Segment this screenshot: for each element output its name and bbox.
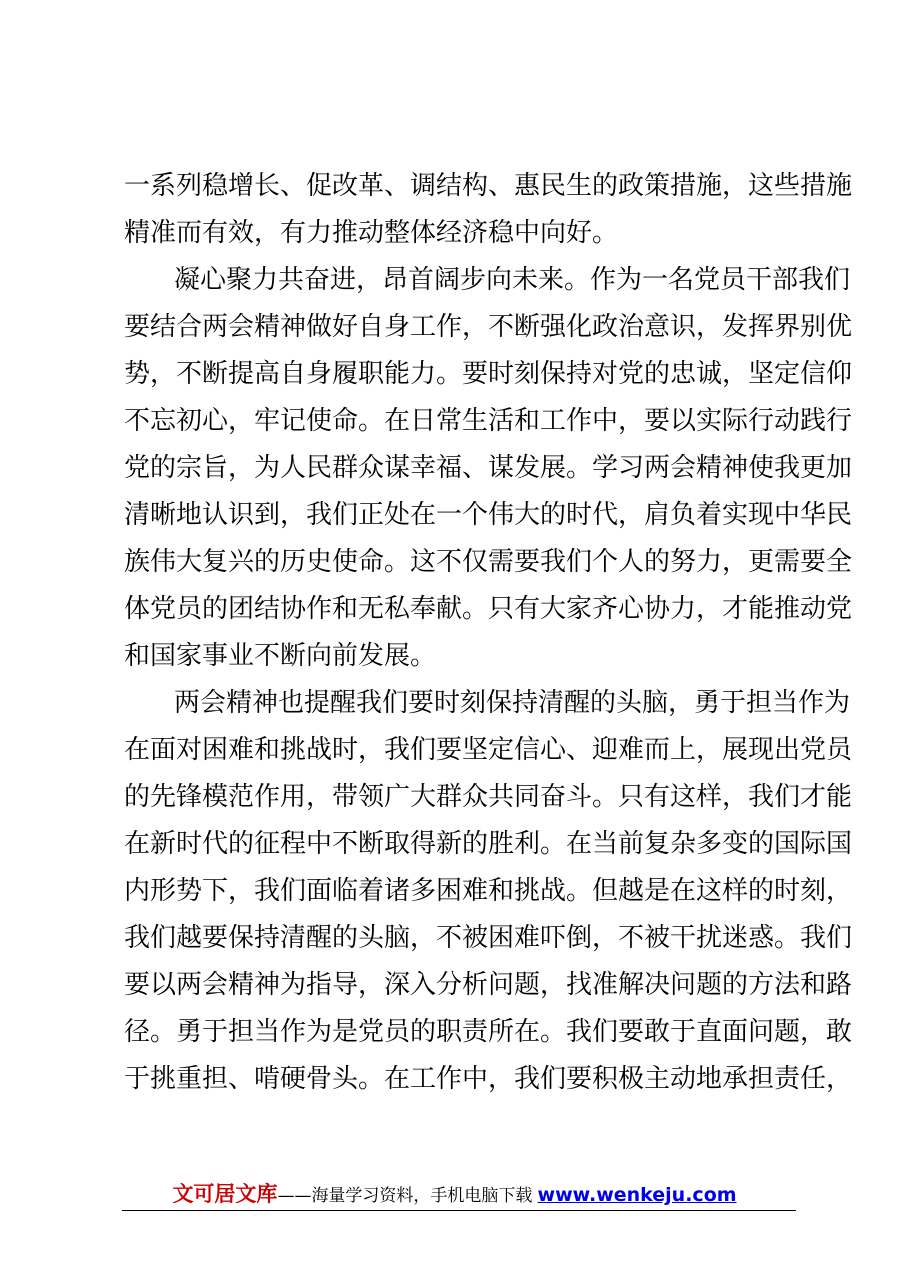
text-line: 内形势下，我们面临着诸多困难和挑战。但越是在这样的时刻， — [124, 876, 853, 906]
text-line: 不忘初心，牢记使命。在日常生活和工作中，要以实际行动践行 — [124, 406, 853, 436]
text-line: 要以两会精神为指导，深入分析问题，找准解决问题的方法和路 — [124, 970, 853, 1000]
text-line: 于挑重担、啃硬骨头。在工作中，我们要积极主动地承担责任， — [124, 1064, 853, 1094]
text-line: 和国家事业不断向前发展。 — [124, 641, 437, 671]
paragraph-first-line: 凝心聚力共奋进，昂首阔步向未来。作为一名党员干部我们 — [174, 265, 851, 295]
text-line: 党的宗旨，为人民群众谋幸福、谋发展。学习两会精神使我更加 — [124, 453, 853, 483]
text-line: 我们越要保持清醒的头脑，不被困难吓倒，不被干扰迷惑。我们 — [124, 923, 853, 953]
text-line: 的先锋模范作用，带领广大群众共同奋斗。只有这样，我们才能 — [124, 782, 853, 812]
text-line: 一系列稳增长、促改革、调结构、惠民生的政策措施，这些措施 — [124, 171, 853, 201]
text-line: 势，不断提高自身履职能力。要时刻保持对党的忠诚，坚定信仰 — [124, 359, 853, 389]
text-line: 径。勇于担当作为是党员的职责所在。我们要敢于直面问题，敢 — [124, 1017, 853, 1047]
footer-divider — [122, 1210, 796, 1211]
text-line: 体党员的团结协作和无私奉献。只有大家齐心协力，才能推动党 — [124, 594, 853, 624]
footer-website-link[interactable]: www.wenkeju.com — [537, 1184, 737, 1206]
text-line: 清晰地认识到，我们正处在一个伟大的时代，肩负着实现中华民 — [124, 500, 853, 530]
paragraph-first-line: 两会精神也提醒我们要时刻保持清醒的头脑，勇于担当作为 — [174, 688, 851, 718]
text-line: 精准而有效，有力推动整体经济稳中向好。 — [124, 218, 619, 248]
text-line: 要结合两会精神做好自身工作，不断强化政治意识，发挥界别优 — [124, 312, 853, 342]
footer-brand: 文可居文库 — [172, 1182, 278, 1206]
footer-slogan: ——海量学习资料，手机电脑下载 — [277, 1186, 533, 1206]
text-line: 在面对困难和挑战时，我们要坚定信心、迎难而上，展现出党员 — [124, 735, 853, 765]
text-line: 在新时代的征程中不断取得新的胜利。在当前复杂多变的国际国 — [124, 829, 853, 859]
text-line: 族伟大复兴的历史使命。这不仅需要我们个人的努力，更需要全 — [124, 547, 853, 577]
page-footer — [0, 1178, 909, 1214]
